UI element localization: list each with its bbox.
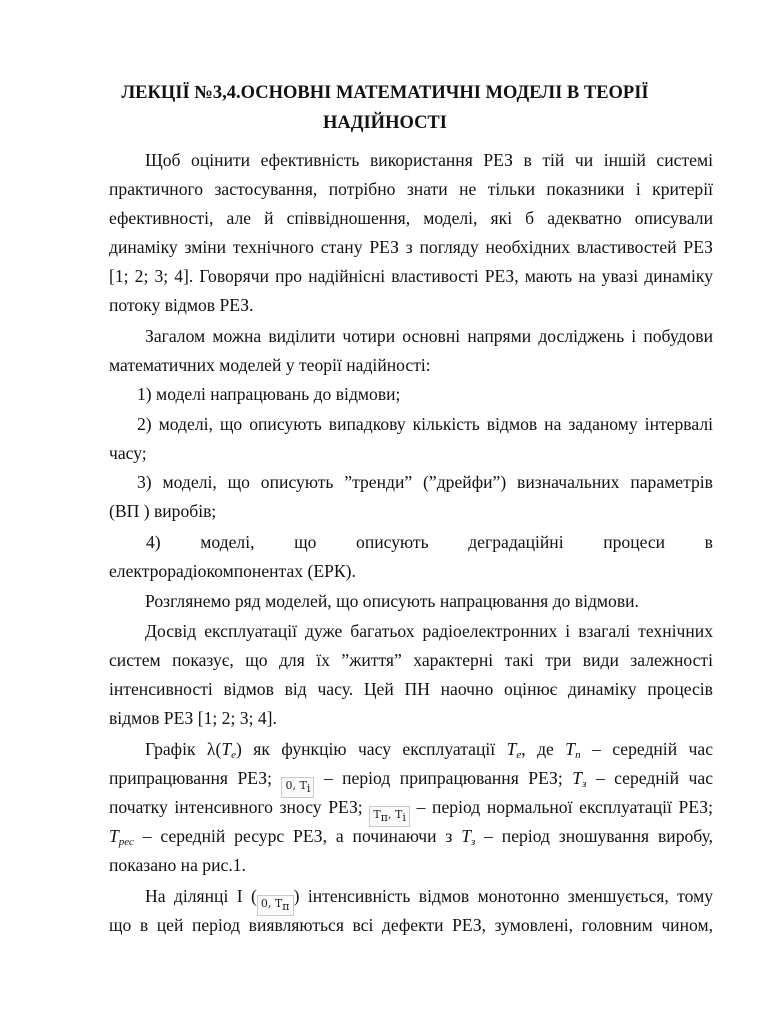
formula-interval-tn-ti: Tп, Tі xyxy=(369,806,410,827)
p5-text: ) як функцію часу експлуатації xyxy=(236,739,507,759)
p1-line-6: потоку відмов РЕЗ. xyxy=(109,295,254,315)
p5-line-1 xyxy=(145,735,713,764)
p4-line-2: систем показує, що для їх ”життя” характерні такі три види залежності xyxy=(109,650,713,670)
lecture-title xyxy=(100,78,670,138)
item4-word: в xyxy=(704,532,713,552)
p4-line-1: Досвід експлуатації дуже багатьох радіоелектронних і взагалі технічних xyxy=(145,621,713,641)
title-line-2: НАДІЙНОСТІ xyxy=(323,113,447,133)
item4-word: деградаційні xyxy=(468,532,564,552)
p3-line-1: Розглянемо ряд моделей, що описують напрацювання до відмови. xyxy=(145,591,639,611)
formula-interval-0-ti: 0, Tі xyxy=(281,777,314,798)
p6-text: ) інтенсивність відмов монотонно зменшується, тому xyxy=(293,886,713,906)
item4-word: 4) xyxy=(146,532,161,552)
p1-line-4: динаміку зміни технічного стану РЕЗ з погляду необхідних властивостей РЕЗ xyxy=(109,237,713,257)
p5-text: – період припрацювання РЕЗ; xyxy=(314,768,573,788)
p6-text: На ділянці І ( xyxy=(145,886,257,906)
item4-word: процеси xyxy=(603,532,666,552)
list-item-2-line-1: 2) моделі, що описують випадкову кількість відмов на заданому інтервалі xyxy=(137,414,713,434)
var-te: $T_е$ xyxy=(506,739,522,761)
p5-text: – середній час xyxy=(586,768,713,788)
p5-line-2 xyxy=(109,764,713,793)
var-tres: $T_{рес}$ xyxy=(109,826,134,848)
list-item-4-line-2: електрорадіокомпонентах (ЕРК). xyxy=(109,561,356,581)
var-tz: $T_з$ xyxy=(461,826,476,848)
p1-line-1: Щоб оцінити ефективність використання РЕЗ в тій чи іншій системі xyxy=(145,150,713,170)
var-te: $T_е$ xyxy=(221,739,237,761)
list-item-2-line-2: часу; xyxy=(109,443,147,463)
p1-line-3: ефективності, але й співвідношення, моделі, які б адекватно описували xyxy=(109,208,713,228)
p5-text: – середній час xyxy=(580,739,714,759)
p6-line-1 xyxy=(145,882,713,911)
p5-text: Графік λ( xyxy=(145,739,222,759)
title-line-1: ЛЕКЦІЇ №3,4.ОСНОВНІ МАТЕМАТИЧНІ МОДЕЛІ В ТЕОРІЇ xyxy=(121,83,649,103)
formula-interval-0-tn: 0, Tп xyxy=(257,895,294,916)
p1-line-2: практичного застосування, потрібно знати не тільки показники і критерії xyxy=(109,179,713,199)
p5-text: – період зношування виробу, xyxy=(475,826,714,846)
item4-word: що xyxy=(294,532,317,552)
p5-text: початку інтенсивного зносу РЕЗ; xyxy=(109,797,370,817)
p4-line-4: відмов РЕЗ [1; 2; 3; 4]. xyxy=(109,708,277,728)
p5-line-4 xyxy=(109,822,713,851)
item4-word: моделі, xyxy=(200,532,255,552)
p5-text: припрацювання РЕЗ; xyxy=(109,768,282,788)
p2-line-2: математичних моделей у теорії надійності: xyxy=(109,355,431,375)
list-item-3-line-1: 3) моделі, що описують ”тренди” (”дрейфи”) визначальних параметрів xyxy=(137,472,713,492)
list-item-4-line-1 xyxy=(146,528,713,557)
p5-text: – середній ресурс РЕЗ, а починаючи з xyxy=(133,826,462,846)
p6-line-2: що в цей період виявляються всі дефекти РЕЗ, зумовлені, головним чином, xyxy=(109,915,713,935)
p5-text: , де xyxy=(521,739,566,759)
p1-line-5: [1; 2; 3; 4]. Говорячи про надійнісні властивості РЕЗ, мають на увазі динаміку xyxy=(109,266,713,286)
var-tz: $T_з$ xyxy=(572,768,587,790)
p5-text: – період нормальної експлуатації РЕЗ; xyxy=(409,797,713,817)
p2-line-1: Загалом можна виділити чотири основні напрями досліджень і побудови xyxy=(145,326,713,346)
p5-line-3 xyxy=(109,793,713,822)
p5-line-5: показано на рис.1. xyxy=(109,855,246,875)
var-tp: $T_п$ xyxy=(565,739,581,761)
list-item-3-line-2: (ВП ) виробів; xyxy=(109,501,217,521)
list-item-1: 1) моделі напрацювань до відмови; xyxy=(137,384,401,404)
p4-line-3: інтенсивності відмов від часу. Цей ПН наочно оцінює динаміку процесів xyxy=(109,679,713,699)
item4-word: описують xyxy=(356,532,429,552)
